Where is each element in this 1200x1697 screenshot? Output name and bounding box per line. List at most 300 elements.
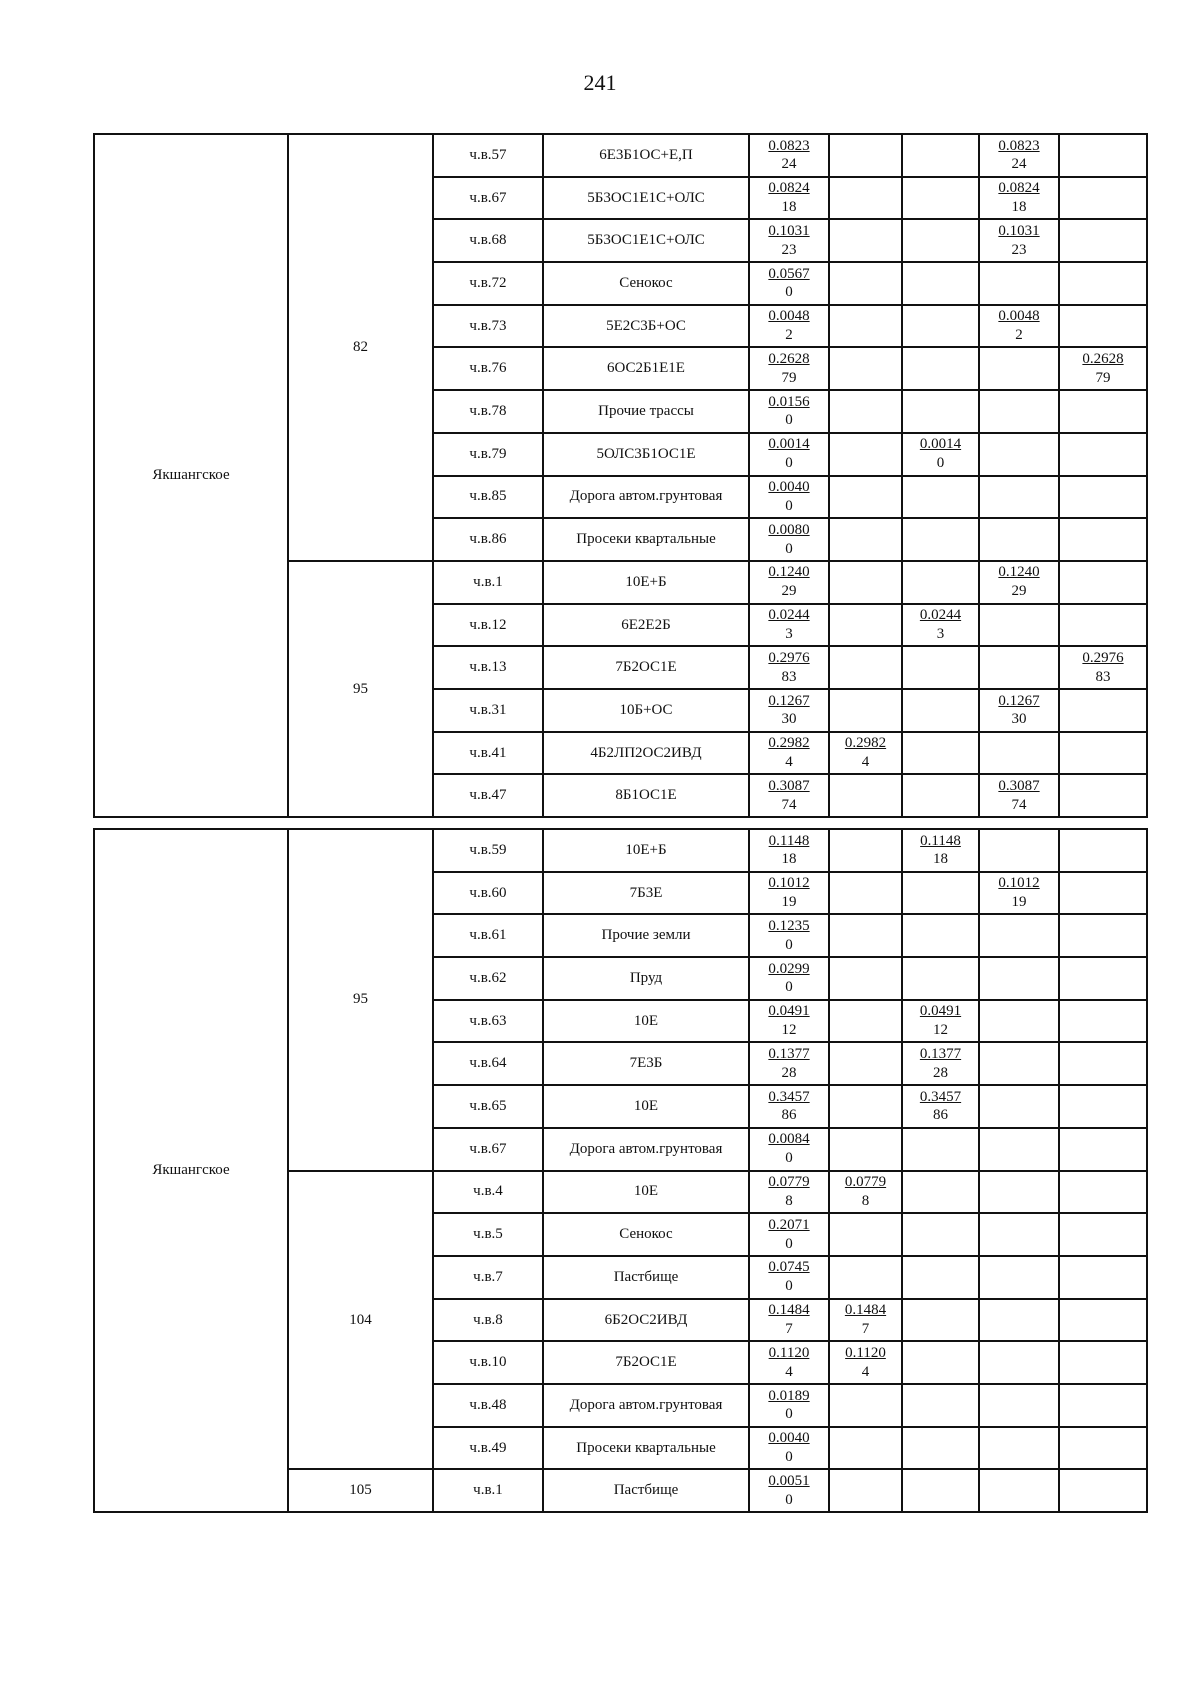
- fraction-denominator: 30: [781, 711, 797, 728]
- column-1-cell: [829, 476, 902, 519]
- fraction-denominator: 83: [1095, 668, 1111, 685]
- fraction-denominator: 0: [785, 1235, 793, 1252]
- species-cell: 10Е: [543, 1085, 749, 1128]
- fraction-value: [768, 1429, 809, 1467]
- column-1-cell: [829, 774, 902, 817]
- column-2-cell: [902, 347, 979, 390]
- fraction-denominator: 18: [932, 851, 948, 868]
- fraction-numerator: 0.1012: [768, 875, 810, 892]
- fraction-denominator: 79: [1095, 369, 1111, 386]
- column-3-cell: [979, 177, 1059, 220]
- species-cell: Сенокос: [543, 262, 749, 305]
- vydel-cell: ч.в.49: [433, 1427, 543, 1470]
- column-2-cell: [902, 1171, 979, 1214]
- fraction-value: [768, 1088, 809, 1126]
- fraction-numerator: 0.0040: [768, 1430, 810, 1447]
- fraction-value: [768, 1002, 809, 1040]
- fraction-numerator: 0.2976: [768, 649, 810, 666]
- species-cell: 6Е3Б1ОС+Е,П: [543, 134, 749, 177]
- column-1-cell: [829, 1171, 902, 1214]
- area-cell: [749, 561, 829, 604]
- forest-table-2: [93, 828, 1148, 1513]
- column-3-cell: [979, 433, 1059, 476]
- fraction-denominator: 19: [1011, 894, 1027, 911]
- fraction-value: [768, 1130, 809, 1168]
- column-1-cell: [829, 604, 902, 647]
- column-2-cell: [902, 1299, 979, 1342]
- fraction-numerator: 0.0051: [768, 1472, 810, 1489]
- area-cell: [749, 177, 829, 220]
- column-3-cell: [979, 732, 1059, 775]
- fraction-numerator: 0.0048: [768, 308, 810, 325]
- fraction-numerator: 0.0491: [919, 1003, 962, 1020]
- column-1-cell: [829, 1427, 902, 1470]
- fraction-value: [768, 393, 809, 431]
- fraction-numerator: 0.1267: [998, 692, 1040, 709]
- column-2-cell: [902, 305, 979, 348]
- fraction-numerator: 0.1148: [920, 832, 961, 849]
- column-2-cell: [902, 1384, 979, 1427]
- vydel-cell: ч.в.57: [433, 134, 543, 177]
- column-1-cell: [829, 957, 902, 1000]
- area-cell: [749, 134, 829, 177]
- fraction-value: [768, 222, 809, 260]
- fraction-denominator: 83: [781, 668, 797, 685]
- column-4-cell: [1059, 433, 1147, 476]
- column-2-cell: [902, 1469, 979, 1512]
- vydel-cell: ч.в.85: [433, 476, 543, 519]
- fraction-numerator: 0.1012: [998, 875, 1040, 892]
- column-4-cell: [1059, 561, 1147, 604]
- column-3-cell: [979, 1469, 1059, 1512]
- fraction-denominator: 7: [861, 1320, 870, 1337]
- fraction-value: [768, 606, 809, 644]
- fraction-numerator: 0.1120: [845, 1344, 886, 1361]
- column-1-cell: [829, 518, 902, 561]
- species-cell: 4Б2ЛП2ОС2ИВД: [543, 732, 749, 775]
- species-cell: 10Е: [543, 1171, 749, 1214]
- fraction-denominator: 4: [861, 1363, 870, 1380]
- area-cell: [749, 1085, 829, 1128]
- fraction-denominator: 8: [861, 1192, 870, 1209]
- fraction-denominator: 4: [785, 753, 793, 770]
- fraction-value: [768, 265, 809, 303]
- vydel-cell: ч.в.62: [433, 957, 543, 1000]
- fraction-denominator: 3: [785, 625, 793, 642]
- fraction-value: [768, 692, 809, 730]
- column-1-cell: [829, 1128, 902, 1171]
- column-3-cell: [979, 1341, 1059, 1384]
- fraction-value: [768, 563, 809, 601]
- fraction-denominator: 74: [1011, 796, 1027, 813]
- fraction-value: [920, 435, 961, 473]
- column-2-cell: [902, 177, 979, 220]
- column-4-cell: [1059, 1299, 1147, 1342]
- fraction-denominator: 0: [936, 455, 945, 472]
- area-cell: [749, 518, 829, 561]
- fraction-denominator: 29: [1011, 583, 1027, 600]
- fraction-denominator: 3: [936, 625, 945, 642]
- fraction-value: [768, 478, 809, 516]
- column-1-cell: [829, 829, 902, 872]
- column-4-cell: [1059, 872, 1147, 915]
- fraction-value: [768, 1173, 809, 1211]
- area-cell: [749, 390, 829, 433]
- column-4-cell: [1059, 1000, 1147, 1043]
- column-3-cell: [979, 646, 1059, 689]
- table-row: [94, 134, 1147, 177]
- fraction-numerator: 0.2628: [768, 351, 810, 368]
- fraction-value: [768, 1472, 809, 1510]
- fraction-denominator: 0: [785, 1150, 793, 1167]
- fraction-denominator: 0: [785, 540, 793, 557]
- fraction-denominator: 12: [933, 1022, 948, 1039]
- fraction-numerator: 0.2628: [1082, 351, 1124, 368]
- column-1-cell: [829, 177, 902, 220]
- fraction-denominator: 74: [781, 796, 797, 813]
- fraction-denominator: 0: [785, 979, 793, 996]
- fraction-numerator: 0.0014: [919, 436, 962, 453]
- species-cell: Дорога автом.грунтовая: [543, 476, 749, 519]
- column-3-cell: [979, 347, 1059, 390]
- column-2-cell: [902, 476, 979, 519]
- vydel-cell: ч.в.60: [433, 872, 543, 915]
- fraction-denominator: 86: [933, 1107, 948, 1124]
- column-1-cell: [829, 1085, 902, 1128]
- column-2-cell: [902, 774, 979, 817]
- kvartal-cell: 104: [288, 1171, 433, 1470]
- fraction-denominator: 2: [785, 327, 793, 344]
- column-4-cell: [1059, 262, 1147, 305]
- vydel-cell: ч.в.1: [433, 1469, 543, 1512]
- area-cell: [749, 872, 829, 915]
- vydel-cell: ч.в.31: [433, 689, 543, 732]
- fraction-value: [768, 179, 809, 217]
- column-4-cell: [1059, 646, 1147, 689]
- column-2-cell: [902, 829, 979, 872]
- area-cell: [749, 1042, 829, 1085]
- column-4-cell: [1059, 1128, 1147, 1171]
- fraction-numerator: 0.0823: [998, 137, 1040, 154]
- fraction-value: [845, 1344, 886, 1382]
- fraction-numerator: 0.2982: [768, 735, 810, 752]
- fraction-numerator: 0.0244: [919, 607, 962, 624]
- area-cell: [749, 957, 829, 1000]
- fraction-numerator: 0.0014: [768, 436, 810, 453]
- vydel-cell: ч.в.13: [433, 646, 543, 689]
- vydel-cell: ч.в.76: [433, 347, 543, 390]
- fraction-denominator: 0: [785, 412, 793, 429]
- column-4-cell: [1059, 1256, 1147, 1299]
- fraction-numerator: 0.1120: [768, 1344, 810, 1361]
- fraction-numerator: 0.1235: [768, 917, 810, 934]
- fraction-value: [920, 1088, 961, 1126]
- fraction-value: [768, 1387, 809, 1425]
- fraction-denominator: 12: [781, 1022, 797, 1039]
- kvartal-cell: 82: [288, 134, 433, 561]
- column-2-cell: [902, 1341, 979, 1384]
- fraction-numerator: 0.1377: [919, 1046, 962, 1063]
- species-cell: 7Б3Е: [543, 872, 749, 915]
- area-cell: [749, 732, 829, 775]
- column-2-cell: [902, 957, 979, 1000]
- column-1-cell: [829, 872, 902, 915]
- column-3-cell: [979, 872, 1059, 915]
- column-3-cell: [979, 1213, 1059, 1256]
- column-2-cell: [902, 1085, 979, 1128]
- fraction-denominator: 0: [785, 497, 793, 514]
- column-1-cell: [829, 433, 902, 476]
- column-3-cell: [979, 914, 1059, 957]
- column-4-cell: [1059, 390, 1147, 433]
- fraction-value: [768, 777, 809, 815]
- area-cell: [749, 1213, 829, 1256]
- species-cell: 7Б2ОС1Е: [543, 646, 749, 689]
- vydel-cell: ч.в.48: [433, 1384, 543, 1427]
- table-row: [94, 829, 1147, 872]
- column-1-cell: [829, 219, 902, 262]
- species-cell: Просеки квартальные: [543, 518, 749, 561]
- species-cell: 7Б2ОС1Е: [543, 1341, 749, 1384]
- fraction-numerator: 0.1031: [998, 222, 1040, 239]
- species-cell: 10Е+Б: [543, 561, 749, 604]
- fraction-denominator: 30: [1011, 711, 1027, 728]
- column-4-cell: [1059, 732, 1147, 775]
- species-cell: 10Б+ОС: [543, 689, 749, 732]
- column-3-cell: [979, 1042, 1059, 1085]
- fraction-numerator: 0.0745: [768, 1259, 810, 1276]
- fraction-value: [768, 960, 809, 998]
- fraction-value: [998, 874, 1039, 912]
- vydel-cell: ч.в.63: [433, 1000, 543, 1043]
- area-cell: [749, 1128, 829, 1171]
- vydel-cell: ч.в.7: [433, 1256, 543, 1299]
- fraction-value: [768, 1258, 809, 1296]
- column-1-cell: [829, 914, 902, 957]
- fraction-numerator: 0.0244: [768, 607, 810, 624]
- species-cell: Сенокос: [543, 1213, 749, 1256]
- fraction-numerator: 0.3087: [998, 777, 1040, 794]
- vydel-cell: ч.в.61: [433, 914, 543, 957]
- column-2-cell: [902, 646, 979, 689]
- column-2-cell: [902, 518, 979, 561]
- fraction-denominator: 28: [933, 1064, 948, 1081]
- column-4-cell: [1059, 476, 1147, 519]
- fraction-numerator: 0.0491: [768, 1003, 810, 1020]
- fraction-value: [768, 1301, 809, 1339]
- fraction-numerator: 0.0048: [998, 308, 1040, 325]
- column-3-cell: [979, 561, 1059, 604]
- species-cell: 7Е3Б: [543, 1042, 749, 1085]
- column-1-cell: [829, 134, 902, 177]
- area-cell: [749, 219, 829, 262]
- column-3-cell: [979, 219, 1059, 262]
- vydel-cell: ч.в.47: [433, 774, 543, 817]
- fraction-denominator: 19: [781, 894, 797, 911]
- column-2-cell: [902, 1256, 979, 1299]
- column-1-cell: [829, 262, 902, 305]
- fraction-numerator: 0.0779: [768, 1174, 810, 1191]
- species-cell: Прочие трассы: [543, 390, 749, 433]
- vydel-cell: ч.в.5: [433, 1213, 543, 1256]
- fraction-numerator: 0.1484: [844, 1302, 887, 1319]
- fraction-value: [845, 1301, 886, 1339]
- column-2-cell: [902, 1128, 979, 1171]
- vydel-cell: ч.в.67: [433, 1128, 543, 1171]
- area-cell: [749, 1000, 829, 1043]
- fraction-denominator: 0: [785, 284, 793, 301]
- fraction-numerator: 0.0084: [768, 1131, 810, 1148]
- fraction-numerator: 0.2071: [768, 1216, 810, 1233]
- fraction-denominator: 23: [781, 241, 797, 258]
- vydel-cell: ч.в.73: [433, 305, 543, 348]
- column-4-cell: [1059, 1341, 1147, 1384]
- species-cell: 10Е: [543, 1000, 749, 1043]
- fraction-denominator: 24: [1011, 156, 1027, 173]
- fraction-numerator: 0.0779: [844, 1174, 887, 1191]
- fraction-numerator: 0.0824: [998, 180, 1040, 197]
- column-4-cell: [1059, 134, 1147, 177]
- area-cell: [749, 689, 829, 732]
- fraction-value: [769, 1344, 810, 1382]
- column-3-cell: [979, 1427, 1059, 1470]
- kvartal-cell: 95: [288, 829, 433, 1171]
- column-3-cell: [979, 774, 1059, 817]
- area-cell: [749, 433, 829, 476]
- column-3-cell: [979, 1256, 1059, 1299]
- fraction-denominator: 79: [781, 369, 797, 386]
- area-cell: [749, 1341, 829, 1384]
- fraction-numerator: 0.3087: [768, 777, 810, 794]
- species-cell: Пастбище: [543, 1469, 749, 1512]
- fraction-value: [769, 832, 810, 870]
- fraction-value: [998, 222, 1039, 260]
- area-cell: [749, 1469, 829, 1512]
- district-cell: Якшангское: [94, 829, 288, 1512]
- column-4-cell: [1059, 1042, 1147, 1085]
- column-2-cell: [902, 1000, 979, 1043]
- column-3-cell: [979, 518, 1059, 561]
- fraction-value: [998, 307, 1039, 345]
- fraction-numerator: 0.0823: [768, 137, 810, 154]
- column-1-cell: [829, 646, 902, 689]
- column-3-cell: [979, 1171, 1059, 1214]
- fraction-numerator: 0.1240: [998, 564, 1040, 581]
- column-2-cell: [902, 872, 979, 915]
- fraction-value: [998, 563, 1039, 601]
- column-1-cell: [829, 732, 902, 775]
- column-4-cell: [1059, 1213, 1147, 1256]
- vydel-cell: ч.в.86: [433, 518, 543, 561]
- fraction-numerator: 0.0156: [768, 393, 810, 410]
- column-2-cell: [902, 1427, 979, 1470]
- species-cell: Пастбище: [543, 1256, 749, 1299]
- fraction-denominator: 18: [781, 199, 797, 216]
- vydel-cell: ч.в.64: [433, 1042, 543, 1085]
- area-cell: [749, 829, 829, 872]
- vydel-cell: ч.в.72: [433, 262, 543, 305]
- column-1-cell: [829, 1341, 902, 1384]
- fraction-value: [768, 1216, 809, 1254]
- column-4-cell: [1059, 347, 1147, 390]
- fraction-numerator: 0.1240: [768, 564, 810, 581]
- area-cell: [749, 774, 829, 817]
- column-3-cell: [979, 1000, 1059, 1043]
- fraction-denominator: 28: [781, 1064, 797, 1081]
- fraction-denominator: 4: [785, 1363, 793, 1380]
- vydel-cell: ч.в.65: [433, 1085, 543, 1128]
- species-cell: 10Е+Б: [543, 829, 749, 872]
- column-1-cell: [829, 1469, 902, 1512]
- vydel-cell: ч.в.79: [433, 433, 543, 476]
- species-cell: 6ОС2Б1Е1Е: [543, 347, 749, 390]
- area-cell: [749, 305, 829, 348]
- column-1-cell: [829, 1256, 902, 1299]
- area-cell: [749, 347, 829, 390]
- fraction-numerator: 0.0080: [768, 521, 810, 538]
- column-4-cell: [1059, 177, 1147, 220]
- column-4-cell: [1059, 305, 1147, 348]
- column-1-cell: [829, 1384, 902, 1427]
- fraction-value: [920, 832, 961, 870]
- column-3-cell: [979, 829, 1059, 872]
- column-2-cell: [902, 561, 979, 604]
- fraction-numerator: 0.1031: [768, 222, 810, 239]
- column-1-cell: [829, 305, 902, 348]
- species-cell: 8Б1ОС1Е: [543, 774, 749, 817]
- fraction-numerator: 0.2976: [1082, 649, 1124, 666]
- species-cell: Пруд: [543, 957, 749, 1000]
- species-cell: 5Е2С3Б+ОС: [543, 305, 749, 348]
- column-2-cell: [902, 732, 979, 775]
- fraction-value: [998, 137, 1039, 175]
- column-2-cell: [902, 433, 979, 476]
- fraction-numerator: 0.0299: [768, 960, 810, 977]
- area-cell: [749, 1171, 829, 1214]
- fraction-denominator: 0: [785, 455, 793, 472]
- fraction-denominator: 2: [1015, 327, 1023, 344]
- column-4-cell: [1059, 1469, 1147, 1512]
- fraction-denominator: 0: [785, 936, 793, 953]
- kvartal-cell: 105: [288, 1469, 433, 1512]
- species-cell: 5ОЛС3Б1ОС1Е: [543, 433, 749, 476]
- vydel-cell: ч.в.10: [433, 1341, 543, 1384]
- column-4-cell: [1059, 1384, 1147, 1427]
- column-3-cell: [979, 390, 1059, 433]
- fraction-denominator: 29: [781, 583, 797, 600]
- column-4-cell: [1059, 914, 1147, 957]
- column-2-cell: [902, 1042, 979, 1085]
- column-3-cell: [979, 689, 1059, 732]
- column-3-cell: [979, 262, 1059, 305]
- column-1-cell: [829, 561, 902, 604]
- fraction-numerator: 0.2982: [844, 735, 887, 752]
- column-3-cell: [979, 1299, 1059, 1342]
- column-3-cell: [979, 1085, 1059, 1128]
- fraction-value: [768, 435, 809, 473]
- fraction-value: [998, 692, 1039, 730]
- fraction-value: [768, 649, 809, 687]
- fraction-numerator: 0.3457: [919, 1088, 962, 1105]
- fraction-value: [920, 1002, 961, 1040]
- column-3-cell: [979, 1384, 1059, 1427]
- column-2-cell: [902, 1213, 979, 1256]
- fraction-denominator: 18: [781, 851, 797, 868]
- fraction-value: [1082, 350, 1123, 388]
- column-2-cell: [902, 604, 979, 647]
- fraction-value: [845, 734, 886, 772]
- fraction-numerator: 0.1484: [768, 1302, 810, 1319]
